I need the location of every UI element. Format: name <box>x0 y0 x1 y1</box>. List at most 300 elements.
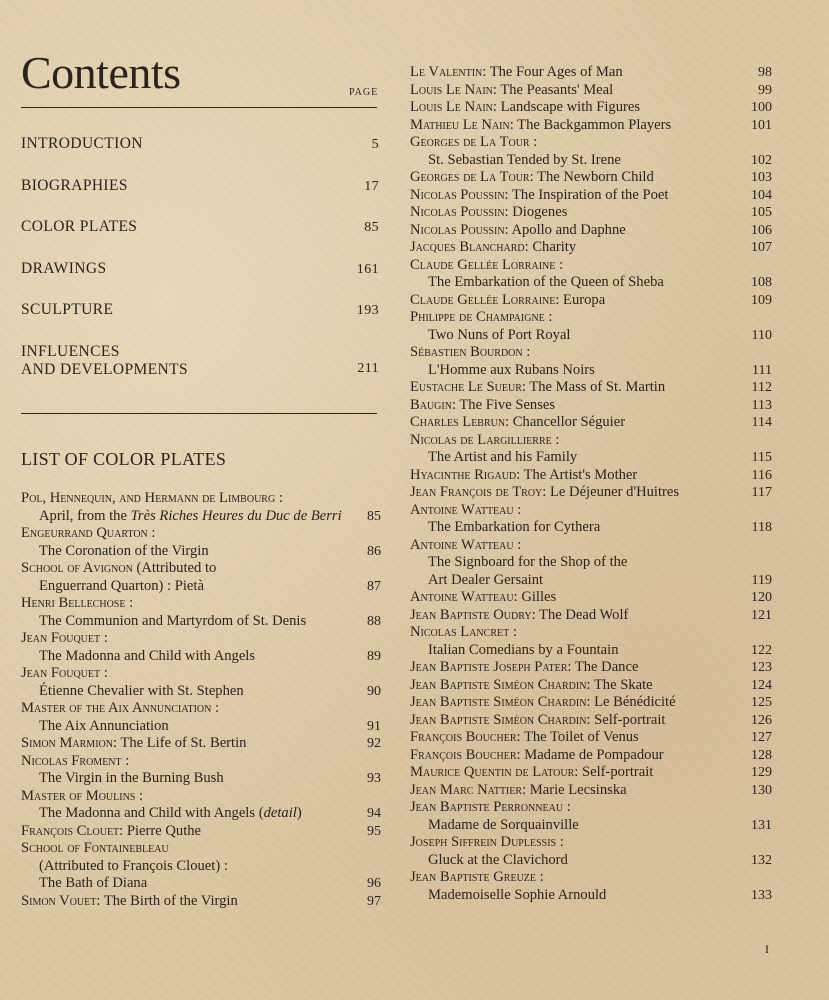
plate-title: : The Newborn Child <box>529 169 654 185</box>
plate-line <box>410 887 772 905</box>
toc-item[interactable] <box>21 218 379 236</box>
toc-item-page: 17 <box>364 179 379 194</box>
plate-title: Art Dealer Gersaint <box>428 571 544 588</box>
plate-artist: Jean Fouquet <box>21 665 101 681</box>
plate-line <box>410 204 772 222</box>
plate-entry[interactable] <box>410 537 772 590</box>
plate-artist: School of Fontainebleau <box>21 840 169 856</box>
plate-entry[interactable] <box>410 467 772 485</box>
plate-entry[interactable] <box>410 379 772 397</box>
plate-line <box>410 414 772 432</box>
plate-line <box>410 747 772 765</box>
plate-number: 99 <box>758 82 772 98</box>
plate-title: : Europa <box>555 291 606 308</box>
plate-artist: Philippe de Champaigne <box>410 309 545 325</box>
plate-artist: Jean Fouquet <box>21 630 101 646</box>
plate-number: 95 <box>367 823 381 839</box>
plate-line <box>410 642 772 660</box>
toc-item-title: INTRODUCTION <box>21 135 143 152</box>
plate-number: 114 <box>751 415 772 430</box>
plate-line <box>410 852 772 870</box>
plate-title: Two Nuns of Port Royal <box>428 326 571 343</box>
plate-line <box>21 630 381 648</box>
plate-line <box>410 327 772 345</box>
plate-line <box>410 624 772 642</box>
plate-title: : Madame de Pompadour <box>516 746 664 763</box>
plate-number: 131 <box>751 817 772 833</box>
list-of-color-plates-heading: LIST OF COLOR PLATES <box>21 449 227 469</box>
toc-item[interactable] <box>21 301 379 319</box>
plate-entry[interactable] <box>410 117 772 135</box>
plate-line <box>21 753 381 771</box>
plate-number: 100 <box>751 100 772 115</box>
plate-title: : Le Déjeuner d'Huitres <box>542 484 680 500</box>
plate-separator: : <box>522 344 531 360</box>
plate-line <box>410 344 772 362</box>
plate-title: : The Birth of the Virgin <box>96 892 238 909</box>
plate-line <box>410 572 772 590</box>
plate-line <box>21 893 381 911</box>
plate-entry[interactable] <box>410 292 772 310</box>
toc-item-page: 193 <box>356 303 379 318</box>
plate-title: The Artist and his Family <box>428 449 578 465</box>
plate-number: 92 <box>367 736 381 751</box>
plate-artist: Mathieu Le Nain <box>410 116 510 133</box>
toc-item[interactable] <box>21 260 379 278</box>
plate-number: 127 <box>751 730 772 745</box>
plate-line <box>410 379 772 397</box>
toc-item-page: 5 <box>371 137 379 152</box>
plate-entry[interactable] <box>21 490 381 525</box>
plate-line <box>410 817 772 835</box>
plate-number: 88 <box>367 613 381 629</box>
plate-title: : The Four Ages of Man <box>482 64 623 80</box>
plate-entry[interactable] <box>410 414 772 432</box>
plate-number: 104 <box>751 187 772 203</box>
plate-title: : The Peasants' Meal <box>492 81 614 98</box>
plate-line <box>410 694 772 712</box>
plate-entry[interactable] <box>410 134 772 169</box>
plate-entry[interactable] <box>410 397 772 415</box>
plate-number: 86 <box>367 543 381 559</box>
plate-title: Madame de Sorquainville <box>428 816 579 833</box>
plate-separator: : <box>135 787 144 804</box>
plate-line <box>410 449 772 467</box>
plate-separator: : <box>551 431 560 448</box>
plate-entry[interactable] <box>410 729 772 747</box>
toc-item[interactable] <box>21 343 379 379</box>
plate-title: The Madonna and Child with Angels ( <box>39 805 264 821</box>
plate-entry[interactable] <box>410 432 772 467</box>
plate-entry[interactable] <box>21 595 381 630</box>
plate-artist: Jean Baptiste Siméon Chardin <box>410 676 587 693</box>
plate-number: 123 <box>751 660 772 675</box>
toc-item[interactable] <box>21 135 379 153</box>
plate-number: 85 <box>367 508 381 524</box>
plate-number: 133 <box>751 887 772 903</box>
plate-entry[interactable] <box>410 764 772 782</box>
plate-entry[interactable] <box>410 204 772 222</box>
plate-separator: : <box>536 869 544 885</box>
plate-title: The Embarkation of the Queen of Sheba <box>428 274 664 290</box>
plate-line <box>21 788 381 806</box>
plate-number: 97 <box>367 893 381 909</box>
plate-title: : Pierre Quthe <box>119 822 202 839</box>
plate-artist: Jean Baptiste Perronneau <box>410 799 564 815</box>
plate-line <box>21 525 381 543</box>
plate-artist: Sébastien Bourdon <box>410 344 523 360</box>
plate-entry[interactable] <box>21 700 381 735</box>
plate-entry[interactable] <box>410 502 772 537</box>
plate-artist: Joseph Siffrein Duplessis <box>410 834 557 850</box>
divider-top <box>21 107 377 108</box>
plate-artist: François Boucher <box>410 729 517 745</box>
plate-title: : Marie Lecsinska <box>522 781 627 798</box>
plate-line <box>410 257 772 275</box>
plate-line <box>21 648 381 666</box>
plate-separator: : <box>556 834 564 850</box>
plate-artist: Louis Le Nain <box>410 81 493 98</box>
plate-line <box>21 560 381 578</box>
plate-number: 119 <box>751 572 772 588</box>
plate-entry[interactable] <box>21 840 381 893</box>
plate-list-left <box>21 490 381 910</box>
plate-entry[interactable] <box>21 788 381 823</box>
plate-artist: Maurice Quentin de Latour <box>410 764 575 780</box>
plate-line <box>410 467 772 485</box>
plate-separator: : <box>529 134 538 150</box>
plate-artist: Engeurrand Quarton <box>21 525 148 541</box>
plate-separator: : <box>275 490 283 506</box>
plate-artist: Pol, Hennequin, and Hermann de Limbourg <box>21 490 276 506</box>
plate-title: : Diogenes <box>504 204 568 220</box>
plate-title: The Embarkation for Cythera <box>428 519 601 535</box>
plate-separator: : <box>513 536 522 553</box>
plate-separator: : <box>513 501 522 518</box>
plate-artist: Master of the Aix Annunciation <box>21 700 212 716</box>
plate-line <box>410 169 772 187</box>
plate-line <box>21 858 381 876</box>
plate-artist: Nicolas de Largillierre <box>410 431 552 448</box>
plate-line <box>410 222 772 240</box>
plate-artist: Jacques Blanchard <box>410 239 525 255</box>
plate-separator: : <box>563 799 571 815</box>
plate-number: 116 <box>751 467 772 483</box>
plate-separator: : <box>100 665 108 681</box>
plate-entry[interactable] <box>410 677 772 695</box>
plate-number: 109 <box>751 292 772 308</box>
plate-title: Mademoiselle Sophie Arnould <box>428 886 607 903</box>
plate-number: 93 <box>367 771 381 786</box>
plate-title: : The Artist's Mother <box>516 466 638 483</box>
plate-number: 108 <box>751 275 772 290</box>
plate-list-right <box>410 64 772 904</box>
plate-artist: Georges de La Tour <box>410 134 530 150</box>
plate-line <box>21 613 381 631</box>
plate-number: 106 <box>751 222 772 238</box>
plate-title: : The Skate <box>586 676 653 693</box>
plate-title: (Attributed to François Clouet) : <box>39 857 228 874</box>
plate-artist: Eustache Le Sueur <box>410 379 522 395</box>
plate-entry[interactable] <box>410 257 772 292</box>
plate-title: (Attributed to <box>132 560 217 576</box>
plate-line <box>410 677 772 695</box>
plate-number: 107 <box>751 240 772 255</box>
plate-title: The Virgin in the Burning Bush <box>39 770 224 786</box>
plate-line <box>410 764 772 782</box>
plate-line <box>410 362 772 380</box>
page-column-label: PAGE <box>349 87 379 98</box>
plate-title: : Le Bénédicité <box>586 694 676 710</box>
plate-entry[interactable] <box>410 589 772 607</box>
plate-title: : The Inspiration of the Poet <box>504 186 669 203</box>
plate-artist: Georges de La Tour <box>410 169 530 185</box>
plate-number: 87 <box>367 578 381 594</box>
plate-title: The Madonna and Child with Angels <box>39 647 256 664</box>
plate-title: : The Backgammon Players <box>509 116 672 133</box>
plate-number: 124 <box>751 677 772 693</box>
plate-line <box>410 712 772 730</box>
plate-number: 130 <box>751 782 772 798</box>
plate-entry[interactable] <box>410 309 772 344</box>
plate-number: 103 <box>751 170 772 185</box>
plate-entry[interactable] <box>410 712 772 730</box>
plate-artist: Nicolas Poussin <box>410 186 505 203</box>
plate-title: : Landscape with Figures <box>492 99 641 115</box>
plate-line <box>21 490 381 508</box>
plate-artist: Nicolas Lancret <box>410 624 510 640</box>
plate-line <box>410 537 772 555</box>
plate-number: 102 <box>751 152 772 168</box>
plate-entry[interactable] <box>21 735 381 753</box>
toc-item-page: 85 <box>364 220 379 235</box>
plate-entry[interactable] <box>21 753 381 788</box>
plate-entry[interactable] <box>410 694 772 712</box>
toc-item-page: 211 <box>357 361 379 376</box>
plate-line <box>410 729 772 747</box>
plate-title: : The Dead Wolf <box>531 606 629 623</box>
plate-number: 126 <box>751 712 772 728</box>
plate-number: 111 <box>752 362 772 378</box>
toc-item-title-line1: INFLUENCES <box>21 343 120 360</box>
plate-line <box>410 187 772 205</box>
plate-separator: : <box>211 700 220 716</box>
divider-middle <box>21 413 377 414</box>
plate-artist: Nicolas Poussin <box>410 221 505 238</box>
plate-title: : The Life of St. Bertin <box>112 735 247 751</box>
plate-line <box>21 683 381 701</box>
plate-title: : Gilles <box>513 589 557 605</box>
plate-line <box>410 309 772 327</box>
plate-entry[interactable] <box>21 630 381 665</box>
plate-entry[interactable] <box>410 607 772 625</box>
plate-entry[interactable] <box>410 799 772 834</box>
plate-artist: Antoine Watteau <box>410 589 514 605</box>
toc-item-title: SCULPTURE <box>21 301 114 318</box>
plate-entry[interactable] <box>410 169 772 187</box>
plate-number: 91 <box>367 718 381 734</box>
plate-entry[interactable] <box>410 782 772 800</box>
plate-line <box>21 735 381 753</box>
plate-entry[interactable] <box>410 659 772 677</box>
plate-line <box>410 274 772 292</box>
plate-artist: François Clouet <box>21 822 120 839</box>
plate-line <box>21 595 381 613</box>
plate-line <box>410 782 772 800</box>
plate-entry[interactable] <box>410 834 772 869</box>
plate-artist: Jean Baptiste Joseph Pater <box>410 659 568 675</box>
plate-artist: Baugin <box>410 396 452 413</box>
plate-entry[interactable] <box>21 893 381 911</box>
plate-number: 118 <box>751 520 772 535</box>
plate-number: 122 <box>751 642 772 658</box>
plate-title: : Apollo and Daphne <box>504 221 626 238</box>
plate-artist: Jean Baptiste Siméon Chardin <box>410 694 587 710</box>
plate-line <box>410 152 772 170</box>
plate-title-italic: Très Riches Heures du Duc de Berri <box>130 507 342 524</box>
plate-number: 117 <box>751 485 772 500</box>
plate-separator: : <box>100 630 108 646</box>
plate-line <box>410 869 772 887</box>
plate-line <box>410 834 772 852</box>
plate-line <box>21 840 381 858</box>
plate-entry[interactable] <box>410 222 772 240</box>
plate-line <box>410 589 772 607</box>
plate-entry[interactable] <box>410 99 772 117</box>
plate-title: Italian Comedians by a Fountain <box>428 641 619 658</box>
plate-line <box>21 770 381 788</box>
plate-title: The Communion and Martyrdom of St. Denis <box>39 612 307 629</box>
plate-line <box>21 875 381 893</box>
plate-line <box>410 134 772 152</box>
plate-entry[interactable] <box>410 239 772 257</box>
plate-title: : The Dance <box>567 659 639 675</box>
plate-line <box>21 508 381 526</box>
plate-number: 110 <box>751 327 772 343</box>
plate-line <box>410 117 772 135</box>
plate-artist: School of Avignon <box>21 560 133 576</box>
plate-title: The Aix Annunciation <box>39 717 169 734</box>
plate-artist: Claude Gellée Lorraine <box>410 256 556 273</box>
plate-line <box>410 432 772 450</box>
plate-artist: Claude Gellée Lorraine <box>410 291 556 308</box>
plate-artist: Louis Le Nain <box>410 99 493 115</box>
plate-artist: Nicolas Froment <box>21 752 122 769</box>
plate-line <box>410 554 772 572</box>
plate-artist: Hyacinthe Rigaud <box>410 466 517 483</box>
plate-entry[interactable] <box>21 560 381 595</box>
plate-line <box>21 700 381 718</box>
page-number: I <box>765 942 769 956</box>
plate-line <box>21 543 381 561</box>
plate-entry[interactable] <box>410 747 772 765</box>
plate-separator: : <box>555 256 564 273</box>
plate-entry[interactable] <box>410 187 772 205</box>
plate-artist: Jean Marc Nattier <box>410 781 523 798</box>
plate-entry[interactable] <box>410 624 772 659</box>
plate-line <box>410 519 772 537</box>
plate-artist: Charles Lebrun <box>410 414 506 430</box>
plate-title: Gluck at the Clavichord <box>428 851 568 868</box>
plate-entry[interactable] <box>410 64 772 82</box>
toc-item[interactable] <box>21 177 379 195</box>
plate-entry[interactable] <box>410 344 772 379</box>
plate-line <box>21 665 381 683</box>
plate-title: : The Five Senses <box>451 396 556 413</box>
plate-entry[interactable] <box>410 82 772 100</box>
plate-title: ) <box>296 805 302 821</box>
plate-number: 115 <box>751 450 772 465</box>
plate-line <box>410 484 772 502</box>
plate-separator: : <box>544 309 553 325</box>
plate-number: 120 <box>751 590 772 605</box>
plate-artist: Antoine Watteau <box>410 501 514 518</box>
plate-line <box>410 292 772 310</box>
plate-number: 105 <box>751 205 772 220</box>
toc-item-title: DRAWINGS <box>21 260 107 277</box>
plate-number: 121 <box>751 607 772 623</box>
plate-line <box>21 718 381 736</box>
plate-entry[interactable] <box>410 484 772 502</box>
plate-line <box>21 578 381 596</box>
plate-entry[interactable] <box>21 525 381 560</box>
plate-artist: Le Valentin <box>410 64 483 80</box>
plate-title: Étienne Chevalier with St. Stephen <box>39 682 244 699</box>
plate-artist: Henri Bellechose <box>21 595 126 611</box>
plate-line <box>21 805 381 823</box>
plate-artist: Jean Baptiste Oudry <box>410 606 532 623</box>
plate-line <box>410 82 772 100</box>
plate-title: : Self-portrait <box>586 711 666 728</box>
plate-title: The Coronation of the Virgin <box>39 542 209 559</box>
plate-artist: Nicolas Poussin <box>410 204 505 220</box>
plate-line <box>410 397 772 415</box>
plate-number: 98 <box>758 65 772 80</box>
plate-artist: Jean Baptiste Greuze <box>410 869 537 885</box>
plate-number: 129 <box>751 765 772 780</box>
plate-line <box>410 799 772 817</box>
plate-title-italic: detail <box>263 805 297 821</box>
plate-artist: Master of Moulins <box>21 787 136 804</box>
plate-line <box>21 823 381 841</box>
plate-number: 128 <box>751 747 772 763</box>
plate-entry[interactable] <box>21 665 381 700</box>
plate-line <box>410 64 772 82</box>
plate-entry[interactable] <box>410 869 772 904</box>
plate-number: 96 <box>367 876 381 891</box>
plate-title: : Chancellor Séguier <box>505 414 626 430</box>
plate-line <box>410 239 772 257</box>
plate-title: The Signboard for the Shop of the <box>428 554 628 570</box>
plate-entry[interactable] <box>21 823 381 841</box>
plate-artist: Jean Baptiste Siméon Chardin <box>410 711 587 728</box>
page-title: Contents <box>21 47 181 98</box>
plate-artist: François Boucher <box>410 746 517 763</box>
plate-number: 89 <box>367 648 381 664</box>
plate-title: Enguerrand Quarton) : Pietà <box>39 577 204 594</box>
plate-title: : The Mass of St. Martin <box>521 379 666 395</box>
plate-number: 101 <box>751 117 772 133</box>
plate-number: 90 <box>367 683 381 699</box>
plate-title: : Self-portrait <box>574 764 654 780</box>
plate-separator: : <box>125 595 134 611</box>
plate-line <box>410 607 772 625</box>
plate-line <box>410 99 772 117</box>
toc-item-page: 161 <box>356 262 379 277</box>
plate-number: 113 <box>751 397 772 413</box>
plate-title: April, from the <box>39 507 131 524</box>
plate-title: : Charity <box>524 239 577 255</box>
